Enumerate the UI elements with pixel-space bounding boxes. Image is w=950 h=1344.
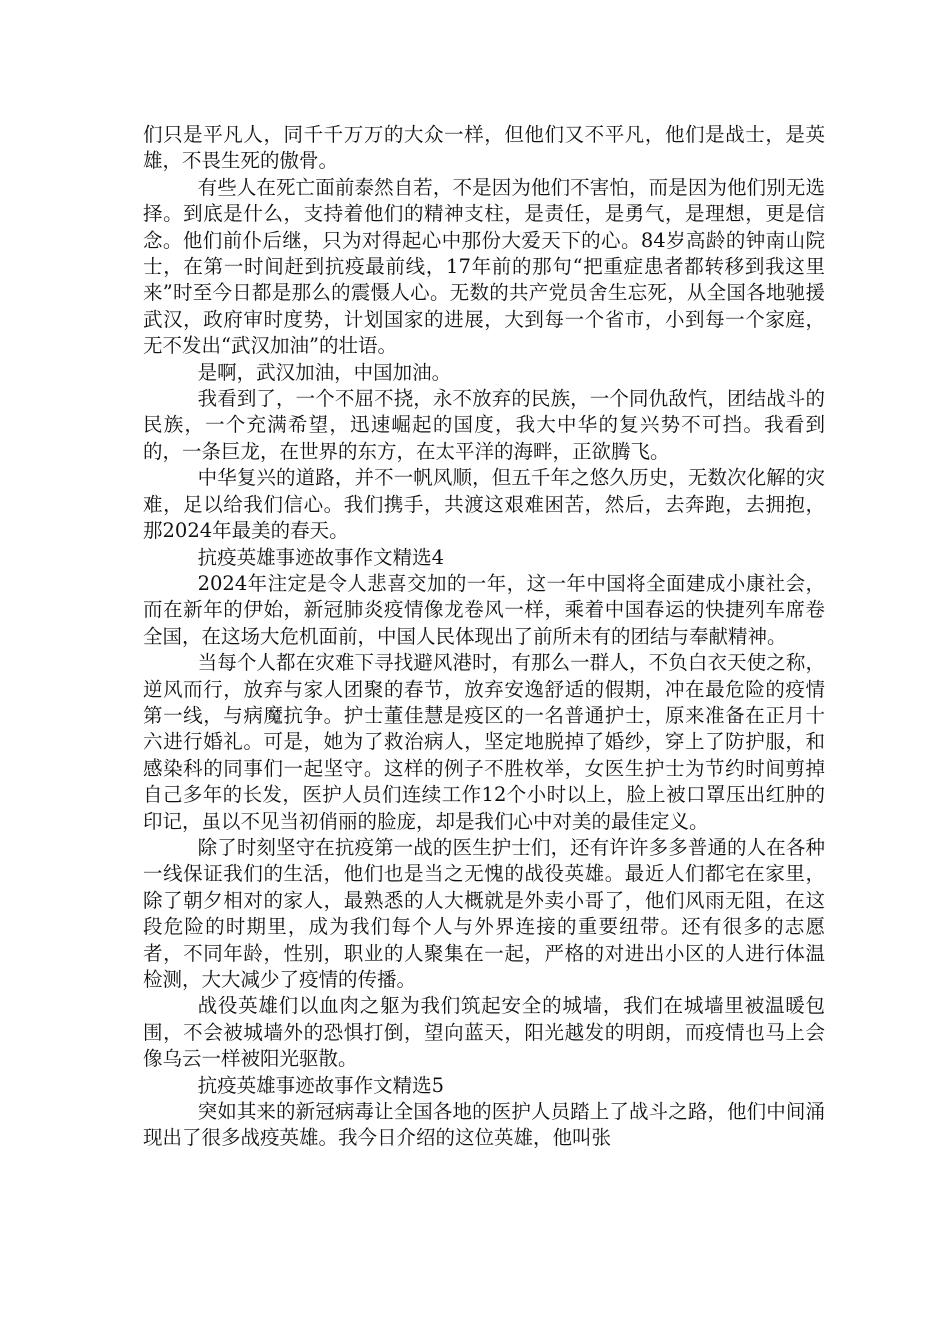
paragraph-6: 2024年注定是令人悲喜交加的一年，这一年中国将全面建成小康社会，而在新年的伊始，新冠肺炎疫情像龙卷风一样，乘着中国春运的快捷列车席卷全国，在这场大危机面前，中国人民体现出了前所未有的团结与奉献精神。	[143, 571, 825, 648]
paragraph-3: 是啊，武汉加油，中国加油。	[197, 360, 452, 384]
paragraph-9: 战役英雄们以血肉之躯为我们筑起安全的城墙，我们在城墙里被温暖包围，不会被城墙外的恐惧打倒，望向蓝天，阳光越发的明朗，而疫情也马上会像乌云一样被阳光驱散。	[143, 994, 825, 1071]
document-page	[143, 122, 825, 1152]
paragraph-10: 突如其来的新冠病毒让全国各地的医护人员踏上了战斗之路，他们中间涌现出了很多战疫英雄。我今日介绍的这位英雄，他叫张	[143, 1100, 825, 1150]
paragraph-1: 们只是平凡人，同千千万万的大众一样，但他们又不平凡，他们是战士，是英雄，不畏生死的傲骨。	[143, 123, 825, 173]
section-heading-5: 抗疫英雄事迹故事作文精选5	[197, 1073, 445, 1097]
paragraph-5: 中华复兴的道路，并不一帆风顺，但五千年之悠久历史，无数次化解的灾难，足以给我们信心。我们携手，共渡这艰难困苦，然后，去奔跑，去拥抱，那2024年最美的春天。	[143, 466, 825, 543]
paragraph-4: 我看到了，一个不屈不挠，永不放弃的民族，一个同仇敌忾，团结战斗的民族，一个充满希望，迅速崛起的国度，我大中华的复兴势不可挡。我看到的，一条巨龙，在世界的东方，在太平洋的海畔，正欲腾飞。	[143, 387, 825, 463]
paragraph-2: 有些人在死亡面前泰然自若，不是因为他们不害怕，而是因为他们别无选择。到底是什么，支持着他们的精神支柱，是责任，是勇气，是理想，更是信念。他们前仆后继，只为对得起心中那份大爱天下的心。84岁高龄的钟南山院士，在第一时间赶到抗疫最前线，17年前的那句“把重症患者都转移到我这里来”时至今日都是那么的震慑人心。无数的共产党员舍生忘死，从全国各地驰援武汉，政府审时度势，计划国家的进展，大到每一个省市，小到每一个家庭，无不发出“武汉加油”的壮语。	[143, 175, 825, 358]
paragraph-7: 当每个人都在灾难下寻找避风港时，有那么一群人，不负白衣天使之称，逆风而行，放弃与家人团聚的春节，放弃安逸舒适的假期，冲在最危险的疫情第一线，与病魔抗争。护士董佳慧是疫区的一名普通护士，原来准备在正月十六进行婚礼。可是，她为了救治病人，坚定地脱掉了婚纱，穿上了防护服，和感染科的同事们一起坚守。这样的例子不胜枚举，女医生护士为节约时间剪掉自己多年的长发，医护人员们连续工作12个小时以上，脸上被口罩压出红肿的印记，虽以不见当初俏丽的脸庞，却是我们心中对美的最佳定义。	[143, 651, 825, 833]
paragraph-8: 除了时刻坚守在抗疫第一战的医生护士们，还有许许多多普通的人在各种一线保证我们的生活，他们也是当之无愧的战役英雄。最近人们都宅在家里，除了朝夕相对的家人，最熟悉的人大概就是外卖小哥了，他们风雨无阻，在这段危险的时期里，成为我们每个人与外界连接的重要纽带。还有很多的志愿者，不同年龄，性别，职业的人聚集在一起，严格的对进出小区的人进行体温检测，大大减少了疫情的传播。	[143, 835, 825, 991]
section-heading-4: 抗疫英雄事迹故事作文精选4	[197, 545, 445, 569]
